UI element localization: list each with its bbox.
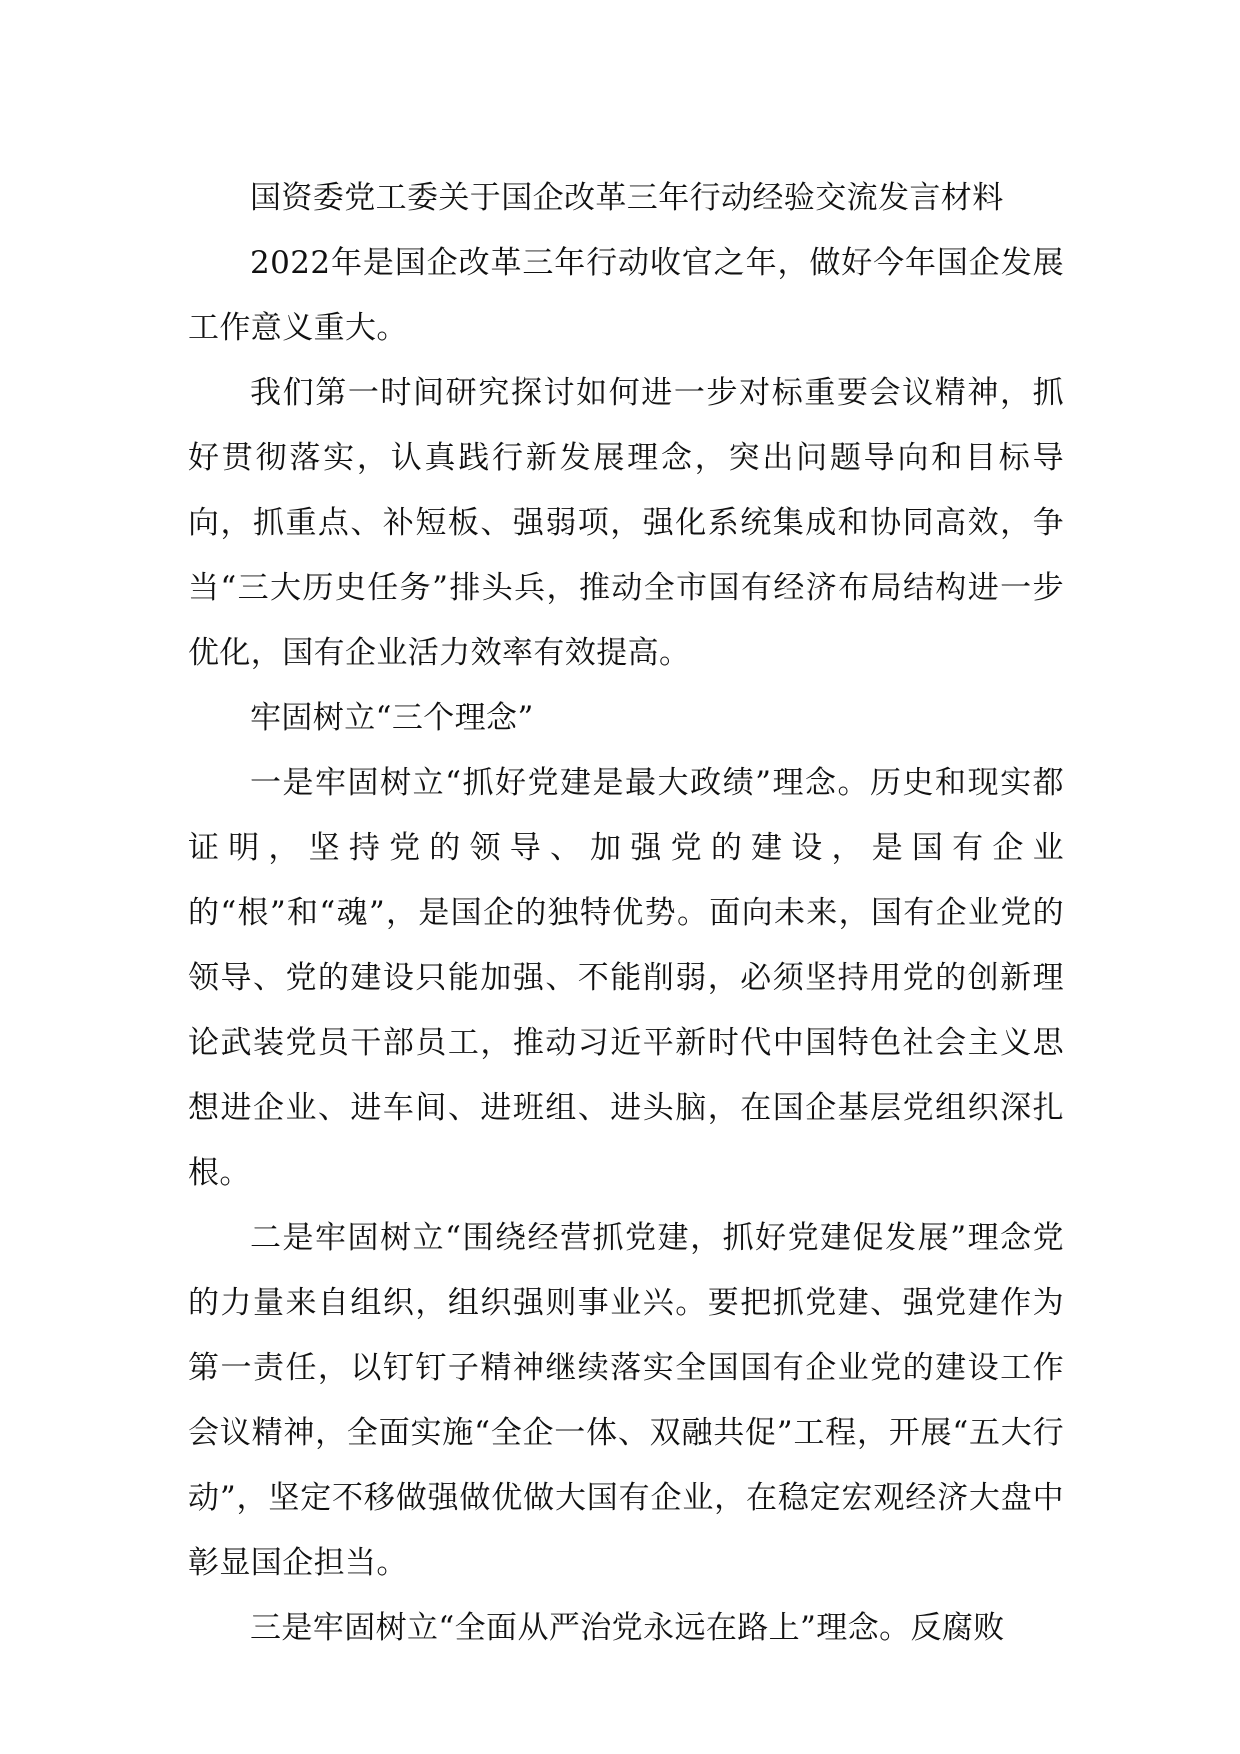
paragraph-study: 我们第一时间研究探讨如何进一步对标重要会议精神，抓好贯彻落实，认真践行新发展理念，突出问题导向和目标导向，抓重点、补短板、强弱项，强化系统集成和协同高效，争当“三大历史任务”排头兵，推动全市国有经济布局结构进一步优化，国有企业活力效率有效提高。 <box>188 375 1064 671</box>
document-title: 国资委党工委关于国企改革三年行动经验交流发言材料 <box>250 180 1004 216</box>
paragraph-point-one: 一是牢固树立“抓好党建是最大政绩”理念。历史和现实都证明，坚持党的领导、加强党的建设，是国有企业的“根”和“魂”，是国企的独特优势。面向未来，国有企业党的领导、党的建设只能加强、不能削弱，必须坚持用党的创新理论武装党员干部员工，推动习近平新时代中国特色社会主义思想进企业、进车间、进班组、进头脑，在国企基层党组织深扎根。 <box>188 765 1064 1191</box>
paragraph-intro: 2022年是国企改革三年行动收官之年，做好今年国企发展工作意义重大。 <box>188 245 1064 346</box>
section-heading: 牢固树立“三个理念” <box>250 700 534 736</box>
document-body <box>188 166 1064 1661</box>
paragraph-point-three: 三是牢固树立“全面从严治党永远在路上”理念。反腐败 <box>250 1610 1005 1646</box>
paragraph-point-two: 二是牢固树立“围绕经营抓党建，抓好党建促发展”理念党的力量来自组织，组织强则事业兴。要把抓党建、强党建作为第一责任，以钉钉子精神继续落实全国国有企业党的建设工作会议精神，全面实施“全企一体、双融共促”工程，开展“五大行动”，坚定不移做强做优做大国有企业，在稳定宏观经济大盘中彰显国企担当。 <box>188 1220 1064 1581</box>
